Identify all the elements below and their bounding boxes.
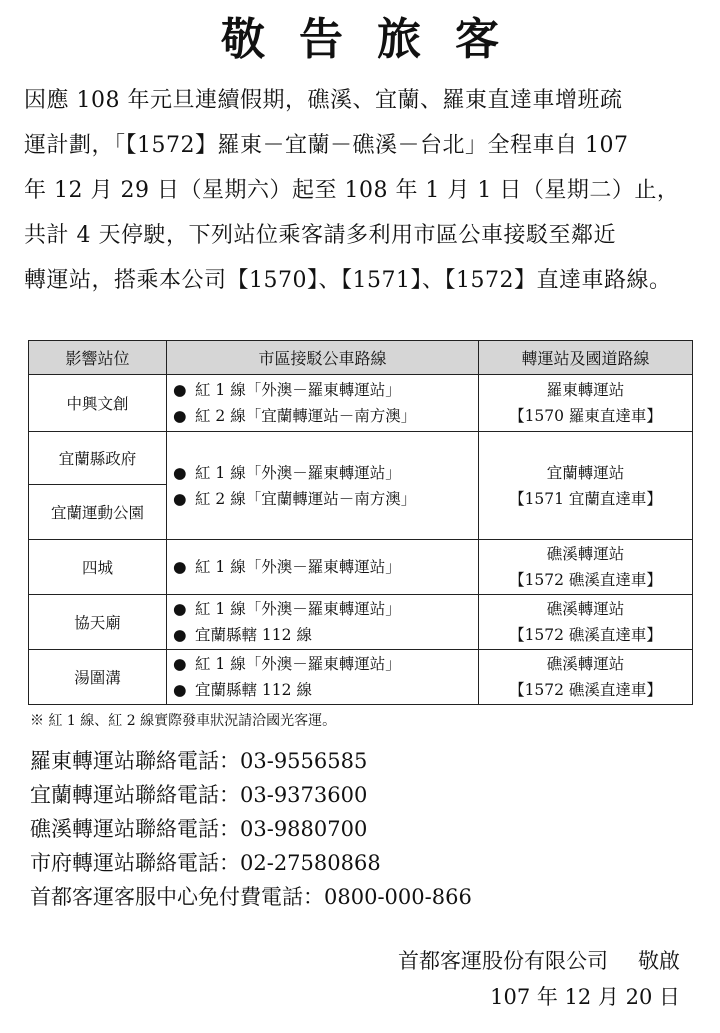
contact-line: 首都客運客服中心免付費電話：0800-000-866 [30,885,472,909]
bus-route: 紅 1 線「外澳－羅東轉運站」 [195,600,401,618]
bus-routes-cell [167,540,479,595]
closing: 敬啟 [638,949,680,973]
bullet-icon: ● [173,381,187,399]
footnote: ※ 紅 1 線、紅 2 線實際發車狀況請洽國光客運。 [30,713,337,729]
hub-station: 宜蘭轉運站 [546,463,625,482]
stop-cell: 協天廟 [29,595,167,650]
hub-route: 【1572 礁溪直達車】 [509,571,662,589]
hub-route: 【1572 礁溪直達車】 [509,626,662,644]
header-affected-stops: 影響站位 [29,341,167,375]
bus-route: 紅 1 線「外澳－羅東轉運站」 [195,463,401,482]
intro-line: 運計劃，「【1572】羅東－宜蘭－礁溪－台北」全程車自 107 [24,133,629,158]
intro-line: 年 12 月 29 日（星期六）起至 108 年 1 月 1 日（星期二）止， [24,178,680,203]
stop-cell: 四城 [29,540,167,595]
hub-route: 【1572 礁溪直達車】 [509,681,662,699]
bus-routes-cell [167,595,479,650]
hub-station: 羅東轉運站 [546,381,625,399]
stop-cell: 中興文創 [29,375,167,432]
table-header-row [29,341,693,375]
bus-routes-cell [167,650,479,705]
bus-routes-cell [167,432,479,540]
contact-line: 市府轉運站聯絡電話：02-27580868 [30,851,381,875]
bullet-icon: ● [173,489,187,508]
stop-cell: 宜蘭運動公園 [29,485,167,540]
affected-stops-table [28,340,693,705]
bus-route: 紅 1 線「外澳－羅東轉運站」 [195,381,401,399]
bullet-icon: ● [173,600,187,618]
contact-line: 宜蘭轉運站聯絡電話：03-9373600 [30,783,368,807]
hub-cell [479,432,693,540]
hub-cell [479,540,693,595]
bus-route: 紅 1 線「外澳－羅東轉運站」 [195,655,401,673]
hub-cell [479,650,693,705]
stop-cell: 宜蘭縣政府 [29,432,167,485]
company-name: 首都客運股份有限公司 [398,949,608,973]
table-row [29,650,693,705]
hub-cell [479,375,693,432]
intro-line: 因應 108 年元旦連續假期，礁溪、宜蘭、羅東直達車增班疏 [24,88,623,113]
table-row [29,375,693,432]
bus-route: 宜蘭縣轄 112 線 [195,681,312,699]
announcement-body [24,78,696,303]
table-row [29,540,693,595]
table-row [29,595,693,650]
bus-routes-cell [167,375,479,432]
hub-route: 【1570 羅東直達車】 [509,407,662,425]
bullet-icon: ● [173,681,187,699]
bullet-icon: ● [173,655,187,673]
header-transfer-station: 轉運站及國道路線 [479,341,693,375]
bullet-icon: ● [173,626,187,644]
hub-station: 礁溪轉運站 [546,545,625,563]
bus-route: 宜蘭縣轄 112 線 [195,626,312,644]
bus-route: 紅 1 線「外澳－羅東轉運站」 [195,558,401,576]
hub-station: 礁溪轉運站 [546,600,625,618]
intro-line: 共計 4 天停駛，下列站位乘客請多利用市區公車接駁至鄰近 [24,223,616,248]
hub-cell [479,595,693,650]
header-shuttle-routes: 市區接駁公車路線 [167,341,479,375]
bullet-icon: ● [173,407,187,425]
page-title: 敬告旅客 [221,14,533,65]
bus-route: 紅 2 線「宜蘭轉運站－南方澳」 [195,407,417,425]
hub-route: 【1571 宜蘭直達車】 [509,489,662,508]
contact-list [30,744,472,914]
hub-station: 礁溪轉運站 [546,655,625,673]
issue-date: 107 年 12 月 20 日 [490,985,680,1009]
signature-block [398,943,680,1015]
stop-cell: 湯圍溝 [29,650,167,705]
bus-route: 紅 2 線「宜蘭轉運站－南方澳」 [195,489,417,508]
bullet-icon: ● [173,558,187,576]
table-row [29,432,693,485]
contact-line: 羅東轉運站聯絡電話：03-9556585 [30,749,368,773]
intro-line: 轉運站，搭乘本公司【1570】、【1571】、【1572】直達車路線。 [24,268,672,293]
bullet-icon: ● [173,463,187,482]
contact-line: 礁溪轉運站聯絡電話：03-9880700 [30,817,368,841]
